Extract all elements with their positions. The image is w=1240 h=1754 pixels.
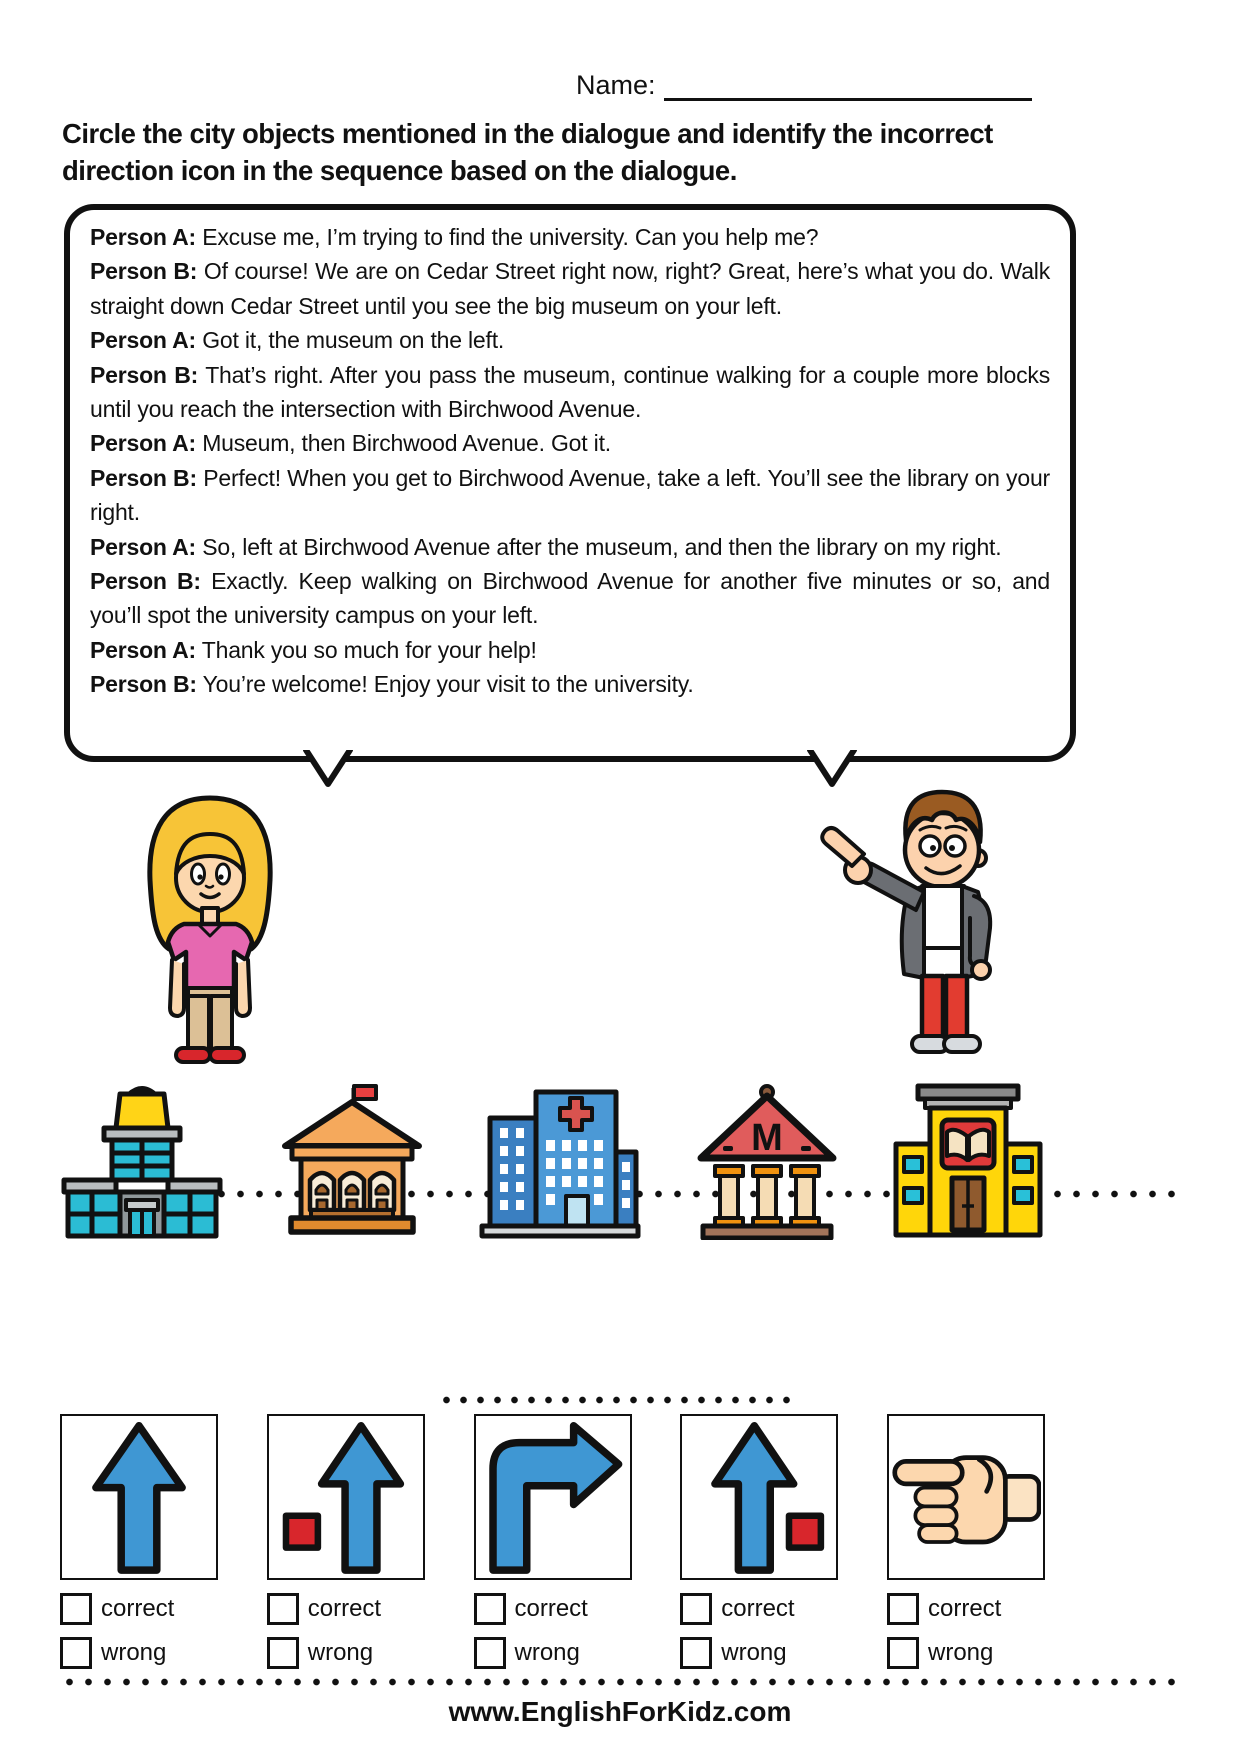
dialogue-turn bbox=[90, 530, 1050, 564]
direction-box-3[interactable] bbox=[474, 1414, 632, 1580]
dialogue-turn bbox=[90, 667, 1050, 701]
correct-checkbox-3[interactable] bbox=[474, 1593, 506, 1625]
turn-text: That’s right. After you pass the museum, continue walking for a couple more blocks until you reach the intersection with Birchwood Avenue. bbox=[90, 361, 1050, 423]
dialogue-turn bbox=[90, 358, 1050, 427]
direction-sequence-row bbox=[60, 1414, 1050, 1668]
wrong-option-2[interactable] bbox=[267, 1638, 430, 1668]
name-row bbox=[576, 70, 1032, 101]
speaker-label: Person A: bbox=[90, 636, 196, 663]
turn-text: Of course! We are on Cedar Street right now, right? Great, here’s what you do. Walk straight down Cedar Street until you see the big museum on your left. bbox=[90, 258, 1050, 319]
dialogue-turn bbox=[90, 461, 1050, 530]
correct-checkbox-5[interactable] bbox=[887, 1593, 919, 1625]
dialogue-turn bbox=[90, 633, 1050, 667]
direction-column-2 bbox=[267, 1414, 430, 1668]
speaker-label: Person B: bbox=[90, 361, 199, 388]
wrong-checkbox-2[interactable] bbox=[267, 1637, 299, 1669]
direction-box-1[interactable] bbox=[60, 1414, 218, 1580]
turn-text: Thank you so much for your help! bbox=[201, 636, 537, 663]
speaker-label: Person B: bbox=[90, 464, 197, 491]
turn-text: Exactly. Keep walking on Birchwood Avenue for another five minutes or so, and you’ll spot the university campus on your left. bbox=[90, 568, 1050, 629]
dialogue-turn bbox=[90, 323, 1050, 357]
direction-column-5 bbox=[887, 1414, 1050, 1668]
wrong-option-1[interactable] bbox=[60, 1638, 223, 1668]
dotted-separator-middle bbox=[438, 1396, 790, 1404]
straight-arrow-icon bbox=[64, 1418, 214, 1576]
correct-checkbox-1[interactable] bbox=[60, 1593, 92, 1625]
correct-label: correct bbox=[928, 1595, 1002, 1622]
wrong-label: wrong bbox=[307, 1639, 374, 1666]
direction-box-2[interactable] bbox=[267, 1414, 425, 1580]
dialogue-turn bbox=[90, 564, 1050, 633]
turn-text: Got it, the museum on the left. bbox=[202, 327, 505, 354]
wrong-label: wrong bbox=[101, 1639, 167, 1666]
speaker-label: Person A: bbox=[90, 430, 196, 457]
speaker-label: Person A: bbox=[90, 533, 196, 560]
name-label: Name: bbox=[576, 70, 656, 100]
speaker-label: Person B: bbox=[90, 671, 197, 698]
correct-option-3[interactable] bbox=[474, 1594, 637, 1624]
wrong-label: wrong bbox=[514, 1639, 580, 1666]
correct-label: correct bbox=[101, 1595, 175, 1622]
correct-option-5[interactable] bbox=[887, 1594, 1050, 1624]
bubble-tail-left bbox=[302, 750, 354, 790]
turn-text: Excuse me, I’m trying to find the university. Can you help me? bbox=[202, 224, 819, 250]
direction-column-1 bbox=[60, 1414, 223, 1668]
boy-character-illustration bbox=[806, 778, 1011, 1068]
turn-text: Museum, then Birchwood Avenue. Got it. bbox=[202, 430, 611, 457]
name-input-line[interactable] bbox=[664, 70, 1032, 101]
dialogue-bubble bbox=[64, 204, 1076, 762]
correct-option-2[interactable] bbox=[267, 1594, 430, 1624]
correct-checkbox-2[interactable] bbox=[267, 1593, 299, 1625]
turn-text: So, left at Birchwood Avenue after the museum, and then the library on my right. bbox=[202, 533, 1002, 560]
wrong-option-3[interactable] bbox=[474, 1638, 637, 1668]
city-buildings-row bbox=[58, 1082, 1044, 1240]
direction-box-5[interactable] bbox=[887, 1414, 1045, 1580]
correct-checkbox-4[interactable] bbox=[680, 1593, 712, 1625]
wrong-label: wrong bbox=[928, 1639, 994, 1666]
turn-text: You’re welcome! Enjoy your visit to the university. bbox=[202, 671, 694, 698]
direction-column-4 bbox=[680, 1414, 843, 1668]
page-title: Circle the city objects mentioned in the dialogue and identify the incorrect direction icon in the sequence based on the dialogue. bbox=[62, 118, 993, 186]
dialogue-turn bbox=[90, 220, 1050, 254]
speaker-label: Person B: bbox=[90, 258, 198, 285]
turn-right-arrow-icon bbox=[478, 1418, 628, 1576]
dialogue-turn bbox=[90, 426, 1050, 460]
wrong-checkbox-5[interactable] bbox=[887, 1637, 919, 1669]
correct-label: correct bbox=[307, 1595, 382, 1622]
speaker-label: Person A: bbox=[90, 224, 196, 250]
wrong-checkbox-1[interactable] bbox=[60, 1637, 92, 1669]
museum-icon[interactable] bbox=[693, 1082, 841, 1240]
straight-arrow-landmark-left-icon bbox=[271, 1418, 421, 1576]
hospital-icon[interactable] bbox=[478, 1082, 643, 1240]
correct-label: correct bbox=[514, 1595, 588, 1622]
pointing-hand-icon bbox=[891, 1418, 1041, 1576]
site-footer: www.EnglishForKidz.com bbox=[448, 1696, 792, 1727]
turn-text: Perfect! When you get to Birchwood Avenue, take a left. You’ll see the library on your right. bbox=[90, 464, 1051, 526]
wrong-checkbox-4[interactable] bbox=[680, 1637, 712, 1669]
library-icon[interactable] bbox=[892, 1082, 1044, 1240]
girl-character-illustration bbox=[122, 782, 297, 1067]
speaker-label: Person B: bbox=[90, 568, 201, 595]
correct-option-1[interactable] bbox=[60, 1594, 223, 1624]
wrong-label: wrong bbox=[721, 1639, 787, 1666]
correct-label: correct bbox=[721, 1595, 795, 1622]
wrong-option-4[interactable] bbox=[680, 1638, 843, 1668]
dotted-separator-bottom bbox=[60, 1678, 1180, 1686]
direction-box-4[interactable] bbox=[680, 1414, 838, 1580]
wrong-checkbox-3[interactable] bbox=[474, 1637, 506, 1669]
straight-arrow-landmark-right-icon bbox=[684, 1418, 834, 1576]
svg-text:M: M bbox=[751, 1117, 784, 1159]
wrong-option-5[interactable] bbox=[887, 1638, 1050, 1668]
direction-column-3 bbox=[474, 1414, 637, 1668]
classical-building-icon[interactable] bbox=[277, 1082, 427, 1240]
speaker-label: Person A: bbox=[90, 327, 196, 354]
correct-option-4[interactable] bbox=[680, 1594, 843, 1624]
dialogue-turn bbox=[90, 254, 1050, 323]
department-store-icon[interactable] bbox=[58, 1082, 226, 1240]
